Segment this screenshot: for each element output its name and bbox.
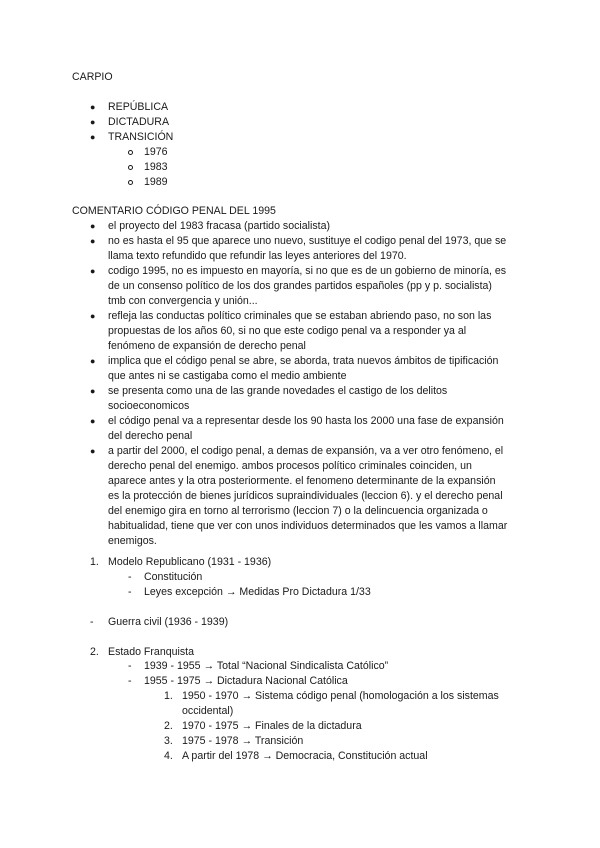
bullet-icon: ● bbox=[90, 117, 96, 127]
circle-bullet-icon bbox=[128, 150, 133, 155]
list-number: 2. bbox=[164, 720, 173, 732]
year-item: 1989 bbox=[144, 176, 168, 188]
outline-subsubitem: 1970 - 1975 → Finales de la dictadura bbox=[182, 720, 362, 732]
bullet-icon: ● bbox=[90, 236, 96, 246]
circle-bullet-icon bbox=[128, 165, 133, 170]
dash-marker: - bbox=[128, 660, 132, 672]
list-number: 2. bbox=[90, 646, 99, 658]
year-item: 1983 bbox=[144, 161, 168, 173]
bullet-icon: ● bbox=[90, 311, 96, 321]
bullet-icon: ● bbox=[90, 266, 96, 276]
comment-line: socioeconomicos bbox=[108, 400, 190, 412]
bullet-icon: ● bbox=[90, 132, 96, 142]
outline-subsubitem: 1975 - 1978 → Transición bbox=[182, 735, 304, 747]
comment-line: de un consenso político de los dos grandes partidos españoles (pp y p. socialista) bbox=[108, 280, 492, 292]
comment-line: tmb con convergencia y unión... bbox=[108, 295, 258, 307]
comment-line: se presenta como una de las grande novedades el castigo de los delitos bbox=[108, 385, 448, 397]
period-item: TRANSICIÓN bbox=[108, 131, 174, 143]
list-number: 3. bbox=[164, 735, 173, 747]
comment-line: del derecho penal bbox=[108, 430, 193, 442]
list-number: 1. bbox=[90, 556, 99, 568]
comment-line: el proyecto del 1983 fracasa (partido socialista) bbox=[108, 220, 330, 232]
section-heading: COMENTARIO CÓDIGO PENAL DEL 1995 bbox=[72, 205, 276, 217]
outline-subsubitem: 1950 - 1970 → Sistema código penal (homologación a los sistemas bbox=[182, 690, 499, 702]
outline-subitem: 1955 - 1975 → Dictadura Nacional Católica bbox=[144, 675, 348, 687]
outline-subitem: Leyes excepción → Medidas Pro Dictadura 1/33 bbox=[144, 586, 371, 598]
comment-line: propuestas de los años 60, si no que este codigo penal va a responder ya al bbox=[108, 325, 467, 337]
year-item: 1976 bbox=[144, 146, 168, 158]
dash-marker: - bbox=[90, 616, 94, 628]
list-number: 1. bbox=[164, 690, 173, 702]
comment-line: que antes ni se castigaba como el medio ambiente bbox=[108, 370, 347, 382]
circle-bullet-icon bbox=[128, 180, 133, 185]
dash-marker: - bbox=[128, 586, 132, 598]
comment-line: del enemigo gira en torno al terrorismo (leccion 7) o la delincuencia organizada o bbox=[108, 505, 488, 517]
comment-line: llama texto refundido que refundir las leyes anteriores del 1970. bbox=[108, 250, 407, 262]
outline-item: Modelo Republicano (1931 - 1936) bbox=[108, 556, 272, 568]
comment-line: refleja las conductas político criminales que se estaban abriendo paso, no son las bbox=[108, 310, 492, 322]
document-title: CARPIO bbox=[72, 71, 113, 83]
list-number: 4. bbox=[164, 750, 173, 762]
dash-marker: - bbox=[128, 571, 132, 583]
period-item: REPÚBLICA bbox=[108, 101, 169, 113]
comment-line: implica que el código penal se abre, se aborda, trata nuevos ámbitos de tipificación bbox=[108, 355, 499, 367]
outline-subitem: 1939 - 1955 → Total “Nacional Sindicalista Católico” bbox=[144, 660, 389, 672]
comment-line: no es hasta el 95 que aparece uno nuevo, sustituye el codigo penal del 1973, que se bbox=[108, 235, 507, 247]
bullet-icon: ● bbox=[90, 356, 96, 366]
comment-line: derecho penal del enemigo. ambos procesos político criminales coinciden, un bbox=[108, 460, 472, 472]
outline-item: Estado Franquista bbox=[108, 646, 194, 658]
dash-marker: - bbox=[128, 675, 132, 687]
bullet-icon: ● bbox=[90, 446, 96, 456]
bullet-icon: ● bbox=[90, 416, 96, 426]
outline-item: Guerra civil (1936 - 1939) bbox=[108, 616, 229, 628]
comment-line: codigo 1995, no es impuesto en mayoría, si no que es de un gobierno de minoría, es bbox=[108, 265, 507, 277]
comment-line: habitualidad, tiene que ver con unos individuos determinados que les vamos a llamar bbox=[108, 520, 508, 532]
bullet-icon: ● bbox=[90, 102, 96, 112]
period-item: DICTADURA bbox=[108, 116, 170, 128]
outline-subitem: Constitución bbox=[144, 571, 203, 583]
comment-line: aparece antes y la otra posteriormente. el fenomeno determinante de la expansión bbox=[108, 475, 496, 487]
comment-line: el código penal va a representar desde los 90 hasta los 2000 una fase de expansión bbox=[108, 415, 504, 427]
comment-line: fenómeno de expansión de derecho penal bbox=[108, 340, 306, 352]
bullet-icon: ● bbox=[90, 221, 96, 231]
comment-line: es la protección de bienes jurídicos supraindividuales (leccion 6). y el derecho penal bbox=[108, 490, 503, 502]
bullet-icon: ● bbox=[90, 386, 96, 396]
comment-line: a partir del 2000, el codigo penal, a demas de expansión, va a ver otro fenómeno, el bbox=[108, 445, 504, 457]
outline-subsubitem: occidental) bbox=[182, 705, 234, 717]
comment-line: enemigos. bbox=[108, 535, 157, 547]
outline-subsubitem: A partir del 1978 → Democracia, Constitución actual bbox=[182, 750, 428, 762]
